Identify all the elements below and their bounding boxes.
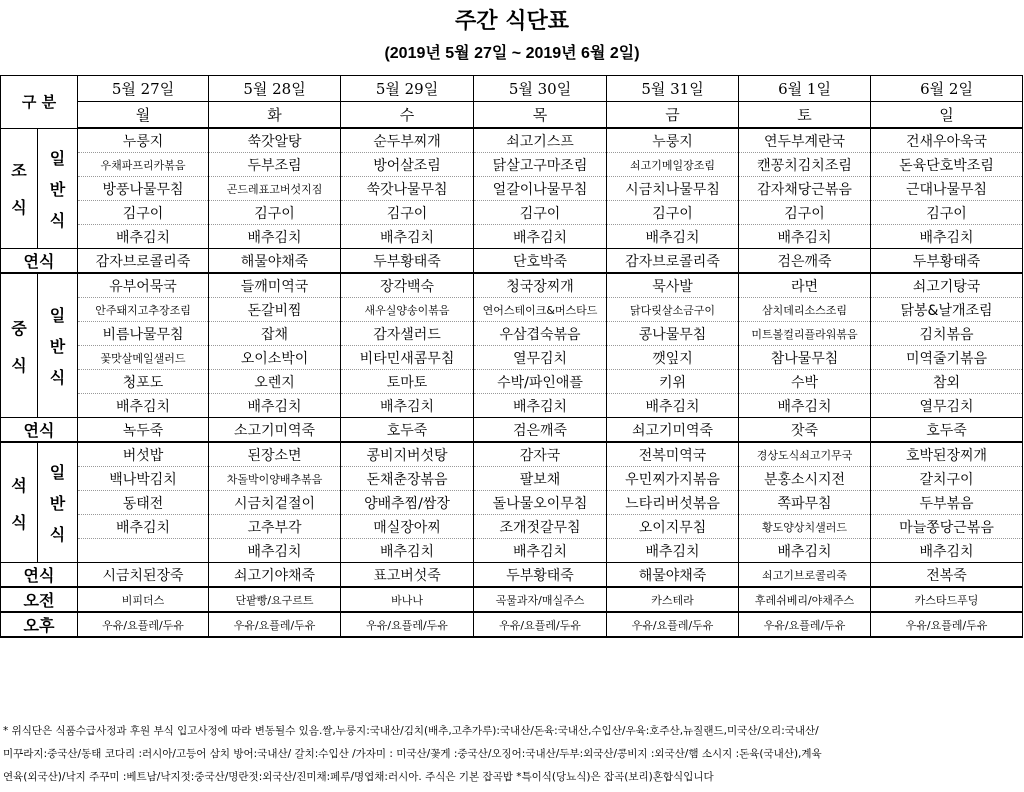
snack_pm-label: 오후 [1, 612, 78, 637]
breakfast-soft-label: 연식 [1, 249, 78, 274]
menu-item: 김구이 [341, 201, 474, 225]
soft-item: 검은깨죽 [474, 418, 607, 443]
menu-item: 두부조림 [209, 153, 341, 177]
snack-item: 우유/요플레/두유 [871, 612, 1023, 637]
menu-item: 돌나물오이무침 [474, 491, 607, 515]
header-day: 금 [607, 102, 739, 129]
menu-item: 오렌지 [209, 370, 341, 394]
lunch-meal-label: 중 식 [1, 273, 38, 418]
soft-item: 검은깨죽 [739, 249, 871, 274]
soft-item: 시금치된장죽 [78, 563, 209, 588]
menu-item: 전복미역국 [607, 442, 739, 467]
menu-item: 돈육단호박조림 [871, 153, 1023, 177]
weekly-menu-table [0, 75, 1023, 638]
menu-item: 묵사발 [607, 273, 739, 298]
soft-item: 두부황태죽 [341, 249, 474, 274]
header-day: 월 [78, 102, 209, 129]
menu-item: 김치볶음 [871, 322, 1023, 346]
menu-item: 미역줄기볶음 [871, 346, 1023, 370]
snack-item: 곡물과자/매실주스 [474, 587, 607, 612]
soft-item: 전복죽 [871, 563, 1023, 588]
menu-item: 누룽지 [607, 128, 739, 153]
menu-item: 누룽지 [78, 128, 209, 153]
menu-item: 라면 [739, 273, 871, 298]
lunch-soft-label: 연식 [1, 418, 78, 443]
menu-item: 배추김치 [341, 539, 474, 563]
footer-line: * 위식단은 식품수급사정과 후원 부식 입고사정에 따라 변동될수 있음.쌀,누룽지:국내산/김치(배추,고추가루):국내산/돈육:국내산,수입산/우육:호주산,뉴질랜드,미국산/오리:국내산/ [3, 725, 819, 737]
soft-item: 표고버섯죽 [341, 563, 474, 588]
menu-item: 안주돼지고추장조림 [78, 298, 209, 322]
menu-item: 청포도 [78, 370, 209, 394]
soft-item: 해물야채죽 [607, 563, 739, 588]
menu-item: 참나물무침 [739, 346, 871, 370]
soft-item: 잣죽 [739, 418, 871, 443]
date-range: (2019년 5월 27일 ~ 2019년 6월 2일) [384, 45, 640, 62]
page-title: 주간 식단표 [455, 8, 569, 34]
menu-item: 참외 [871, 370, 1023, 394]
soft-item: 호두죽 [871, 418, 1023, 443]
menu-item: 배추김치 [474, 394, 607, 418]
header-date: 6월 2일 [871, 76, 1023, 102]
soft-item: 두부황태죽 [474, 563, 607, 588]
snack-item: 카스타드푸딩 [871, 587, 1023, 612]
soft-item: 해물야채죽 [209, 249, 341, 274]
snack-item: 우유/요플레/두유 [739, 612, 871, 637]
snack-item: 우유/요플레/두유 [209, 612, 341, 637]
menu-item: 감자국 [474, 442, 607, 467]
menu-item: 동태전 [78, 491, 209, 515]
lunch-type-label: 일 반 식 [38, 273, 78, 418]
menu-item: 콩비지버섯탕 [341, 442, 474, 467]
snack-item: 비피더스 [78, 587, 209, 612]
header-date: 5월 29일 [341, 76, 474, 102]
soft-item: 두부황태죽 [871, 249, 1023, 274]
header-date: 5월 27일 [78, 76, 209, 102]
snack-item: 우유/요플레/두유 [78, 612, 209, 637]
header-day: 수 [341, 102, 474, 129]
menu-item: 배추김치 [209, 225, 341, 249]
breakfast-type-label: 일 반 식 [38, 128, 78, 249]
menu-item: 된장소면 [209, 442, 341, 467]
menu-item: 배추김치 [739, 225, 871, 249]
menu-item: 수박 [739, 370, 871, 394]
soft-item: 녹두죽 [78, 418, 209, 443]
menu-item: 배추김치 [607, 394, 739, 418]
menu-item: 토마토 [341, 370, 474, 394]
soft-item: 감자브로콜리죽 [78, 249, 209, 274]
menu-item: 차돌박이양배추볶음 [209, 467, 341, 491]
menu-item: 두부볶음 [871, 491, 1023, 515]
menu-item: 배추김치 [78, 225, 209, 249]
menu-item: 배추김치 [474, 539, 607, 563]
soft-item: 단호박죽 [474, 249, 607, 274]
menu-item: 팔보채 [474, 467, 607, 491]
menu-item: 근대나물무침 [871, 177, 1023, 201]
menu-item: 배추김치 [474, 225, 607, 249]
footer-notes [0, 720, 1023, 789]
menu-item: 비타민새콤무침 [341, 346, 474, 370]
menu-item: 우삼겹숙볶음 [474, 322, 607, 346]
menu-item: 배추김치 [739, 539, 871, 563]
header-label: 구 분 [1, 76, 78, 129]
menu-item: 쇠고기스프 [474, 128, 607, 153]
menu-item: 김구이 [78, 201, 209, 225]
menu-item: 배추김치 [607, 225, 739, 249]
menu-item: 열무김치 [474, 346, 607, 370]
snack-item: 우유/요플레/두유 [607, 612, 739, 637]
menu-item: 건새우아욱국 [871, 128, 1023, 153]
menu-item: 연두부계란국 [739, 128, 871, 153]
menu-item: 쑥갓알탕 [209, 128, 341, 153]
menu-item: 곤드레표고버섯지짐 [209, 177, 341, 201]
menu-item: 쪽파무침 [739, 491, 871, 515]
footer-line: 미꾸라지:중국산/동태 코다리 :러시아/고등어 삼치 방어:국내산/ 갈치:수입산 /가자미 : 미국산/꽃게 :중국산/오징어:국내산/두부:외국산/콩비지 :외국산/햄 소시지 :돈육(국내산),계육 [3, 748, 822, 760]
menu-item: 양배추찜/쌈장 [341, 491, 474, 515]
snack-item: 카스테라 [607, 587, 739, 612]
menu-item: 방풍나물무침 [78, 177, 209, 201]
menu-item: 쑥갓나물무침 [341, 177, 474, 201]
menu-item: 배추김치 [78, 394, 209, 418]
menu-item: 배추김치 [209, 539, 341, 563]
menu-item: 닭살고구마조림 [474, 153, 607, 177]
menu-item: 닭봉&날개조림 [871, 298, 1023, 322]
menu-item: 경상도식쇠고기무국 [739, 442, 871, 467]
menu-item: 마늘쫑당근볶음 [871, 515, 1023, 539]
soft-item: 소고기미역죽 [209, 418, 341, 443]
menu-item: 장각백숙 [341, 273, 474, 298]
breakfast-meal-label: 조 식 [1, 128, 38, 249]
menu-item: 삼치데리소스조림 [739, 298, 871, 322]
menu-item: 배추김치 [341, 394, 474, 418]
menu-item: 닭다릿살소금구이 [607, 298, 739, 322]
menu-item: 청국장찌개 [474, 273, 607, 298]
menu-item: 김구이 [209, 201, 341, 225]
snack-item: 우유/요플레/두유 [341, 612, 474, 637]
snack-item: 우유/요플레/두유 [474, 612, 607, 637]
menu-item: 시금치나물무침 [607, 177, 739, 201]
menu-item: 쇠고기메일장조림 [607, 153, 739, 177]
dinner-meal-label: 석 식 [1, 442, 38, 563]
menu-item: 배추김치 [739, 394, 871, 418]
header-day: 화 [209, 102, 341, 129]
header-date: 5월 30일 [474, 76, 607, 102]
menu-item: 배추김치 [871, 225, 1023, 249]
soft-item: 쇠고기미역죽 [607, 418, 739, 443]
menu-item: 김구이 [739, 201, 871, 225]
menu-item: 우채파프리카볶음 [78, 153, 209, 177]
menu-item: 잡채 [209, 322, 341, 346]
menu-item: 들깨미역국 [209, 273, 341, 298]
menu-item: 고추부각 [209, 515, 341, 539]
menu-item: 갈치구이 [871, 467, 1023, 491]
menu-item: 김구이 [607, 201, 739, 225]
menu-item: 오이지무침 [607, 515, 739, 539]
menu-item: 김구이 [871, 201, 1023, 225]
footer-line: 연육(외국산)/낙지 주꾸미 :베트남/낙지젓:중국산/명란젓:외국산/진미채:페루/명엽채:러시아. 주식은 기본 잡곡밥 *특이식(당뇨식)은 잡곡(보리)혼합식입니다 [3, 771, 714, 783]
menu-item: 깻잎지 [607, 346, 739, 370]
menu-item: 돈갈비찜 [209, 298, 341, 322]
soft-item: 호두죽 [341, 418, 474, 443]
menu-item: 배추김치 [341, 225, 474, 249]
snack-item: 단팥빵/요구르트 [209, 587, 341, 612]
menu-item: 새우실양송이볶음 [341, 298, 474, 322]
menu-item: 느타리버섯볶음 [607, 491, 739, 515]
menu-item: 연어스테이크&머스타드 [474, 298, 607, 322]
menu-item: 배추김치 [607, 539, 739, 563]
snack-item: 후레쉬베리/야채주스 [739, 587, 871, 612]
header-day: 토 [739, 102, 871, 129]
menu-item: 우민찌가지볶음 [607, 467, 739, 491]
menu-item: 쇠고기탕국 [871, 273, 1023, 298]
menu-item: 조개젓갈무침 [474, 515, 607, 539]
header-date: 6월 1일 [739, 76, 871, 102]
header-date: 5월 28일 [209, 76, 341, 102]
menu-item [78, 539, 209, 563]
menu-item: 꽃맛살메일샐러드 [78, 346, 209, 370]
menu-item: 미트볼컬리플라워볶음 [739, 322, 871, 346]
soft-item: 감자브로콜리죽 [607, 249, 739, 274]
menu-item: 시금치겉절이 [209, 491, 341, 515]
menu-item: 방어살조림 [341, 153, 474, 177]
menu-item: 감자채당근볶음 [739, 177, 871, 201]
menu-item: 버섯밥 [78, 442, 209, 467]
menu-item: 순두부찌개 [341, 128, 474, 153]
menu-item: 김구이 [474, 201, 607, 225]
menu-item: 호박된장찌개 [871, 442, 1023, 467]
header-date: 5월 31일 [607, 76, 739, 102]
menu-item: 콩나물무침 [607, 322, 739, 346]
menu-item: 감자샐러드 [341, 322, 474, 346]
menu-item: 열무김치 [871, 394, 1023, 418]
snack-item: 바나나 [341, 587, 474, 612]
menu-item: 캔꽁치김치조림 [739, 153, 871, 177]
dinner-type-label: 일 반 식 [38, 442, 78, 563]
menu-item: 분홍소시지전 [739, 467, 871, 491]
menu-item: 백나박김치 [78, 467, 209, 491]
menu-item: 돈채춘장볶음 [341, 467, 474, 491]
header-day: 목 [474, 102, 607, 129]
header-day: 일 [871, 102, 1023, 129]
menu-item: 키위 [607, 370, 739, 394]
menu-item: 매실장아찌 [341, 515, 474, 539]
menu-item: 황도양상치샐러드 [739, 515, 871, 539]
menu-item: 배추김치 [209, 394, 341, 418]
soft-item: 쇠고기브로콜리죽 [739, 563, 871, 588]
menu-item: 배추김치 [871, 539, 1023, 563]
menu-item: 비름나물무침 [78, 322, 209, 346]
menu-item: 유부어묵국 [78, 273, 209, 298]
soft-item: 쇠고기야채죽 [209, 563, 341, 588]
dinner-soft-label: 연식 [1, 563, 78, 588]
menu-item: 배추김치 [78, 515, 209, 539]
menu-item: 얼갈이나물무침 [474, 177, 607, 201]
snack_am-label: 오전 [1, 587, 78, 612]
menu-item: 수박/파인애플 [474, 370, 607, 394]
menu-item: 오이소박이 [209, 346, 341, 370]
